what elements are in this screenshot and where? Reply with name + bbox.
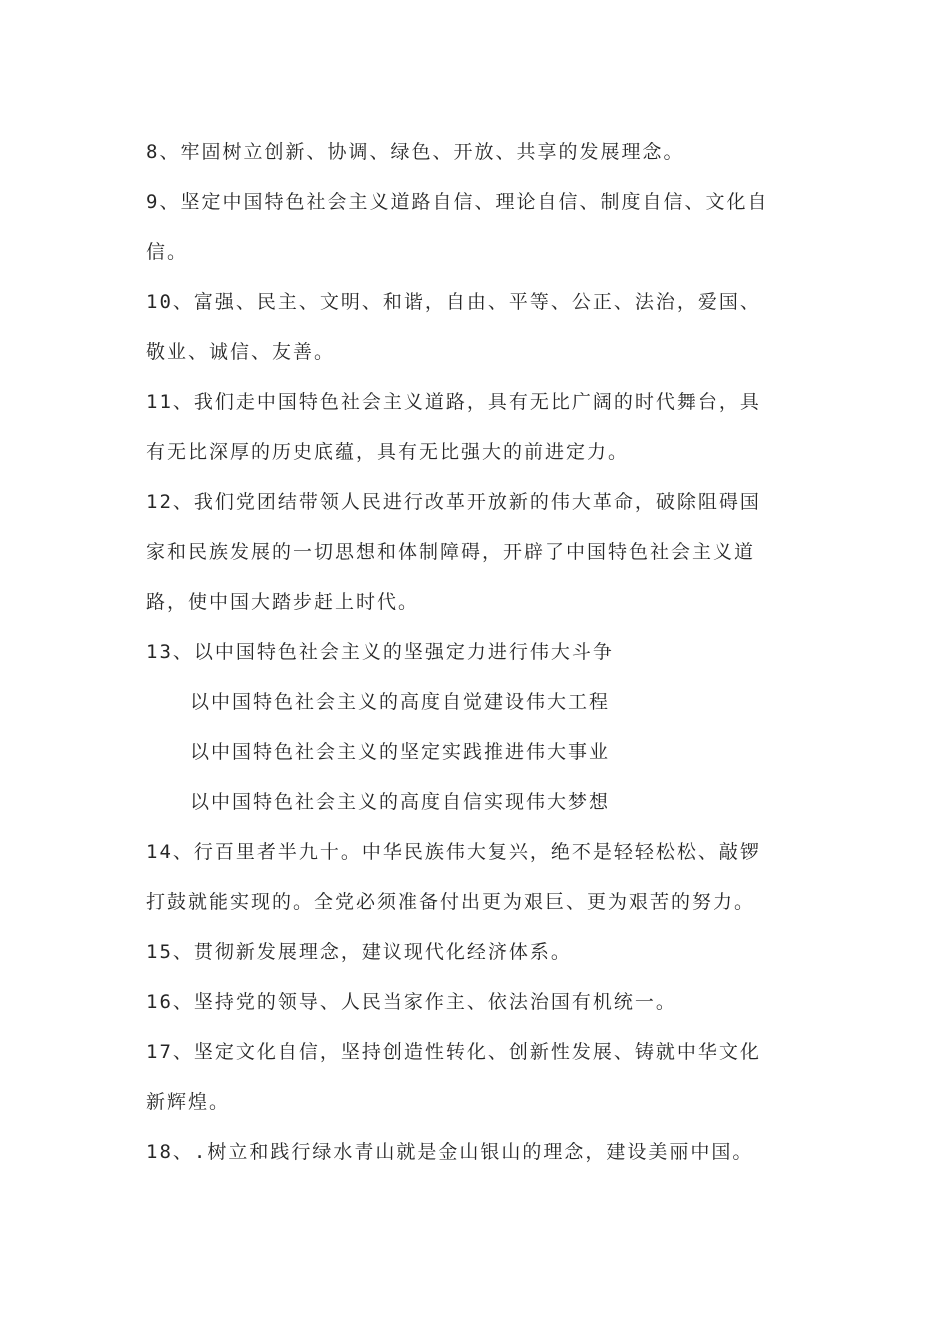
item-17-line-2: 新辉煌。 [146,1091,231,1113]
item-9-line-1: 9、坚定中国特色社会主义道路自信、理论自信、制度自信、文化自 [146,191,769,213]
document-body [146,127,806,1177]
item-17-line-1: 17、坚定文化自信，坚持创造性转化、创新性发展、铸就中华文化 [146,1041,761,1063]
item-18-line-1: 18、.树立和践行绿水青山就是金山银山的理念，建设美丽中国。 [146,1141,754,1163]
item-13-line-3: 以中国特色社会主义的坚定实践推进伟大事业 [190,741,611,763]
item-9-line-2: 信。 [146,241,189,263]
item-13-line-1: 13、以中国特色社会主义的坚强定力进行伟大斗争 [146,641,614,663]
item-8-line-1: 8、牢固树立创新、协调、绿色、开放、共享的发展理念。 [146,141,685,163]
item-13-line-4: 以中国特色社会主义的高度自信实现伟大梦想 [190,791,611,813]
item-11-line-2: 有无比深厚的历史底蕴，具有无比强大的前进定力。 [146,441,630,463]
item-11-line-1: 11、我们走中国特色社会主义道路，具有无比广阔的时代舞台，具 [146,391,761,413]
item-12-line-2: 家和民族发展的一切思想和体制障碍，开辟了中国特色社会主义道 [146,541,756,563]
item-16-line-1: 16、坚持党的领导、人民当家作主、依法治国有机统一。 [146,991,677,1013]
item-14-line-2: 打鼓就能实现的。全党必须准备付出更为艰巨、更为艰苦的努力。 [146,891,756,913]
item-12-line-1: 12、我们党团结带领人民进行改革开放新的伟大革命，破除阻碍国 [146,491,761,513]
item-10-line-1: 10、富强、民主、文明、和谐，自由、平等、公正、法治，爱国、 [146,291,761,313]
item-15-line-1: 15、贯彻新发展理念，建议现代化经济体系。 [146,941,572,963]
item-14-line-1: 14、行百里者半九十。中华民族伟大复兴，绝不是轻轻松松、敲锣 [146,841,761,863]
item-10-line-2: 敬业、诚信、友善。 [146,341,336,363]
item-13-line-2: 以中国特色社会主义的高度自觉建设伟大工程 [190,691,611,713]
item-12-line-3: 路，使中国大踏步赶上时代。 [146,591,420,613]
